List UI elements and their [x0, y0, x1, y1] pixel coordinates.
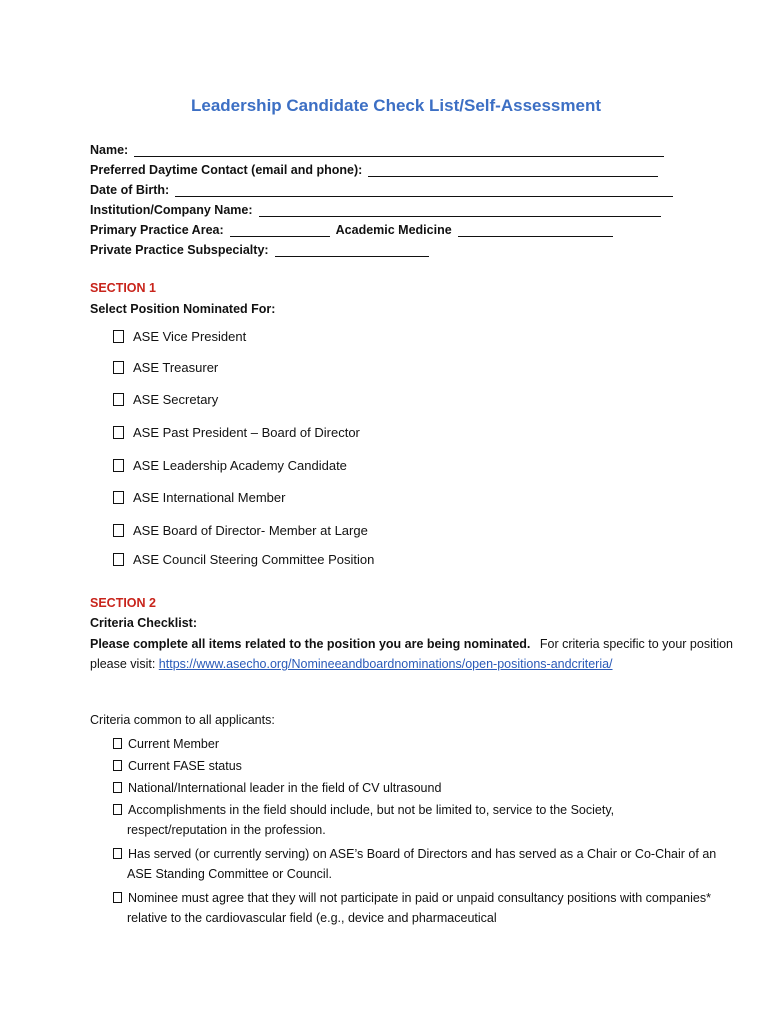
criteria-item [113, 800, 717, 840]
criteria-item [113, 778, 717, 798]
primary-area-input-line[interactable] [230, 224, 330, 237]
checkbox-icon[interactable] [113, 491, 124, 504]
checkbox-icon[interactable] [113, 804, 122, 815]
checkbox-icon[interactable] [113, 393, 124, 406]
private-sub-input-line[interactable] [275, 244, 429, 257]
checkbox-icon[interactable] [113, 782, 122, 793]
checkbox-icon[interactable] [113, 524, 124, 537]
checkbox-icon[interactable] [113, 361, 124, 374]
checkbox-icon[interactable] [113, 426, 124, 439]
position-option-label: ASE Past President – Board of Director [133, 425, 360, 440]
criteria-item [113, 888, 717, 928]
position-option-label: ASE International Member [133, 490, 286, 505]
criteria-item-text: Has served (or currently serving) on ASE’s Board of Directors and has served as a Chair or Co-Chair of an ASE Standing Committee or Council. [127, 847, 717, 881]
criteria-item-text: Nominee must agree that they will not participate in paid or unpaid consultancy positions with companies* relative to the cardiovascular field (e.g., device and pharmaceutical [127, 891, 711, 925]
private-sub-field [90, 243, 429, 257]
criteria-item [113, 844, 717, 884]
criteria-item [113, 756, 717, 776]
position-option-label: ASE Council Steering Committee Position [133, 552, 375, 567]
position-option[interactable] [113, 490, 285, 505]
criteria-common-label: Criteria common to all applicants: [90, 713, 275, 727]
institution-input-line[interactable] [259, 204, 661, 217]
position-option-label: ASE Board of Director- Member at Large [133, 523, 368, 538]
criteria-link[interactable]: https://www.asecho.org/Nomineeandboardnominations/open-positions-andcriteria/ [158, 657, 613, 671]
name-label: Name: [90, 143, 129, 157]
section-2-instructions [90, 634, 740, 674]
checkbox-icon[interactable] [113, 738, 122, 749]
position-option-label: ASE Leadership Academy Candidate [133, 458, 347, 473]
criteria-item-text: Accomplishments in the field should include, but not be limited to, service to the Society, respect/reputation in the profession. [127, 803, 615, 837]
position-option-label: ASE Vice President [133, 329, 247, 344]
instruction-rest: For criteria specific to your position please visit: [90, 637, 734, 671]
checkbox-icon[interactable] [113, 459, 124, 472]
checkbox-icon[interactable] [113, 848, 122, 859]
academic-input-line[interactable] [458, 224, 613, 237]
position-option[interactable] [113, 458, 347, 473]
checkbox-icon[interactable] [113, 330, 124, 343]
name-field [90, 143, 664, 157]
position-option-label: ASE Secretary [133, 392, 219, 407]
institution-field [90, 203, 661, 217]
private-sub-label: Private Practice Subspecialty: [90, 243, 269, 257]
section-2-heading: SECTION 2 [90, 596, 156, 610]
position-option[interactable] [113, 329, 246, 344]
institution-label: Institution/Company Name: [90, 203, 253, 217]
position-option[interactable] [113, 552, 374, 567]
criteria-item-text: Current Member [128, 737, 219, 751]
dob-field [90, 183, 673, 197]
contact-input-line[interactable] [368, 164, 658, 177]
criteria-item-text: National/International leader in the field of CV ultrasound [128, 781, 442, 795]
name-input-line[interactable] [134, 144, 664, 157]
checkbox-icon[interactable] [113, 760, 122, 771]
section-1-prompt: Select Position Nominated For: [90, 302, 276, 316]
academic-label: Academic Medicine [335, 223, 452, 237]
dob-input-line[interactable] [175, 184, 673, 197]
dob-label: Date of Birth: [90, 183, 170, 197]
checkbox-icon[interactable] [113, 892, 122, 903]
contact-label: Preferred Daytime Contact (email and phone): [90, 163, 363, 177]
document-title: Leadership Candidate Check List/Self-Assessment [190, 96, 602, 115]
criteria-item [113, 734, 717, 754]
position-option[interactable] [113, 392, 218, 407]
section-2-subheading: Criteria Checklist: [90, 616, 197, 630]
primary-area-field [90, 223, 613, 237]
instruction-bold: Please complete all items related to the position you are being nominated. [90, 637, 531, 651]
position-option-label: ASE Treasurer [133, 360, 219, 375]
criteria-item-text: Current FASE status [128, 759, 242, 773]
position-option[interactable] [113, 360, 218, 375]
contact-field [90, 163, 658, 177]
section-1-heading: SECTION 1 [90, 281, 156, 295]
checkbox-icon[interactable] [113, 553, 124, 566]
position-option[interactable] [113, 523, 368, 538]
primary-area-label: Primary Practice Area: [90, 223, 224, 237]
position-option[interactable] [113, 425, 360, 440]
